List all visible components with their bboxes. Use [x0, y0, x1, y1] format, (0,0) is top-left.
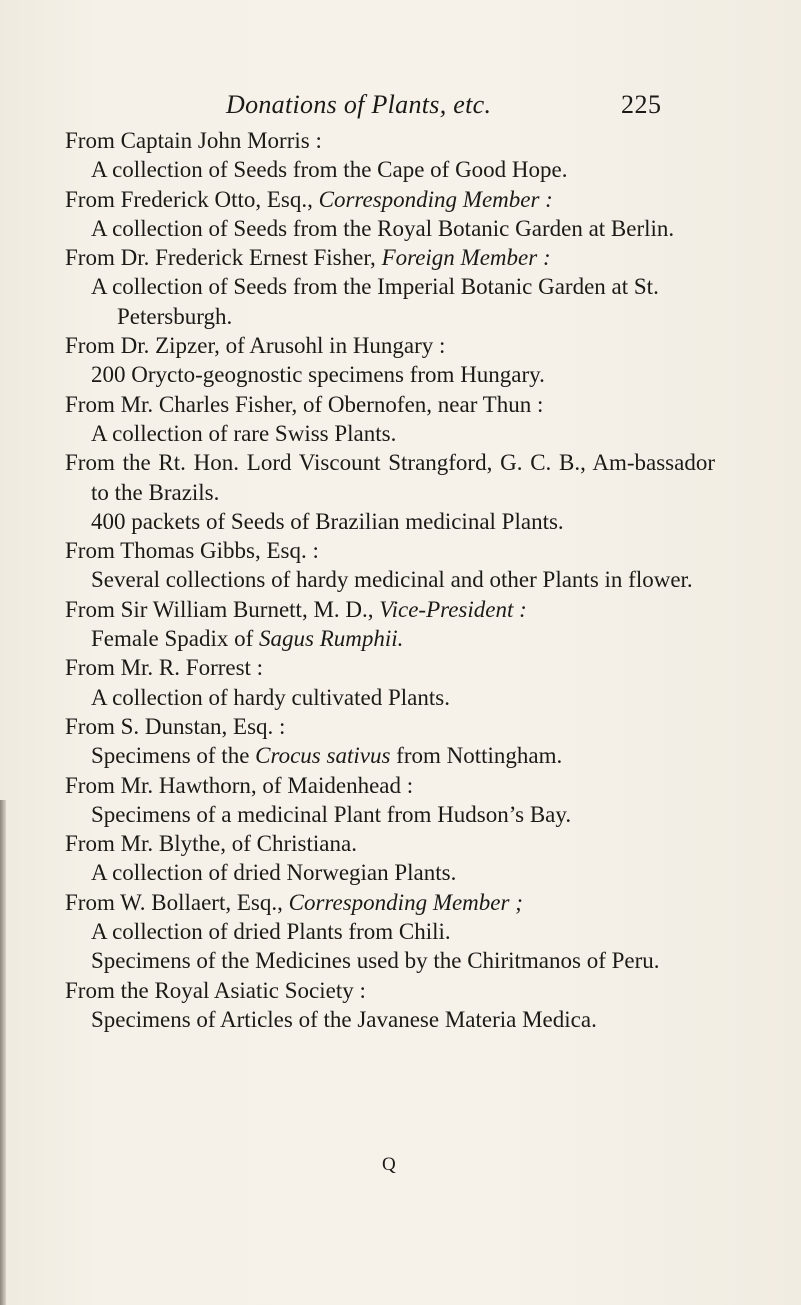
donor-line: From Mr. R. Forrest : [65, 655, 264, 681]
donation-entry [65, 771, 715, 830]
donation-item [65, 741, 715, 770]
donor-name: From Frederick Otto, Esq., [65, 186, 319, 212]
donation-entry [65, 653, 715, 712]
donation-item: A collection of dried Plants from Chili. [91, 919, 451, 945]
donor-role: Foreign Member : [381, 245, 551, 271]
donation-entry [65, 331, 715, 390]
donor-line: From the Royal Asiatic Society : [65, 977, 366, 1003]
donor-line [65, 595, 715, 624]
donor-line: From Mr. Charles Fisher, of Obernofen, near Thun : [65, 391, 544, 417]
donation-item: 200 Orycto-geognostic specimens from Hungary. [91, 362, 545, 388]
donor-role: Corresponding Member : [318, 186, 553, 212]
running-head: Donations of Plants, etc. [226, 90, 492, 119]
donor-name: From W. Bollaert, Esq., [65, 889, 289, 915]
donation-item: A collection of dried Norwegian Plants. [91, 860, 457, 886]
donation-entry [65, 126, 715, 185]
donor-line: From Thomas Gibbs, Esq. : [65, 538, 319, 564]
donor-line: From Mr. Blythe, of Christiana. [65, 831, 357, 857]
item-text: Female Spadix of [91, 626, 259, 652]
donor-role: Corresponding Member ; [288, 889, 523, 915]
page-header [0, 90, 801, 130]
page-edge-shadow [0, 800, 6, 1305]
species-name: Sagus Rumphii. [259, 626, 404, 652]
signature-mark: Q [382, 1154, 396, 1175]
donation-entry [65, 448, 715, 536]
species-name: Crocus sativus [255, 743, 391, 769]
donor-line [65, 888, 715, 917]
donation-item: Specimens of the Medicines used by the Chiritmanos of Peru. [91, 948, 660, 974]
donation-item: A collection of Seeds from the Imperial Botanic Garden at St. Petersburgh. [91, 274, 659, 329]
donation-item: 400 packets of Seeds of Brazilian medicinal Plants. [91, 508, 564, 534]
donation-entry [65, 712, 715, 771]
donor-line: From Captain John Morris : [65, 128, 322, 153]
donor-line: From S. Dunstan, Esq. : [65, 713, 286, 739]
donor-line: From the Rt. Hon. Lord Viscount Strangford, G. C. B., Am-bassador to the Brazils. [65, 450, 715, 505]
donation-entry [65, 888, 715, 976]
donation-item: A collection of rare Swiss Plants. [91, 420, 397, 446]
donation-entry [65, 390, 715, 449]
donation-item: Several collections of hardy medicinal and other Plants in flower. [91, 567, 693, 593]
donation-item: Specimens of a medicinal Plant from Hudson’s Bay. [91, 801, 572, 827]
donor-line [65, 243, 715, 272]
donation-entry [65, 595, 715, 654]
donation-entry [65, 243, 715, 331]
donor-line: From Dr. Zipzer, of Arusohl in Hungary : [65, 333, 446, 359]
item-text: from Nottingham. [390, 743, 563, 769]
item-text: Specimens of the [91, 743, 256, 769]
donation-entry [65, 829, 715, 888]
donor-line: From Mr. Hawthorn, of Maidenhead : [65, 772, 414, 798]
page-number: 225 [621, 90, 662, 119]
donations-list [65, 126, 715, 1034]
donation-item: A collection of Seeds from the Royal Botanic Garden at Berlin. [91, 215, 675, 241]
donation-item: A collection of Seeds from the Cape of Good Hope. [91, 157, 568, 183]
donor-role: Vice-President : [379, 596, 527, 622]
donation-item: Specimens of Articles of the Javanese Materia Medica. [91, 1006, 597, 1032]
donor-name: From Dr. Frederick Ernest Fisher, [65, 245, 382, 271]
donation-entry [65, 185, 715, 244]
donor-line [65, 185, 715, 214]
donation-entry [65, 976, 715, 1035]
donation-item [65, 624, 715, 653]
donation-item: A collection of hardy cultivated Plants. [91, 684, 450, 710]
donor-name: From Sir William Burnett, M. D., [65, 596, 380, 622]
donation-entry [65, 536, 715, 595]
